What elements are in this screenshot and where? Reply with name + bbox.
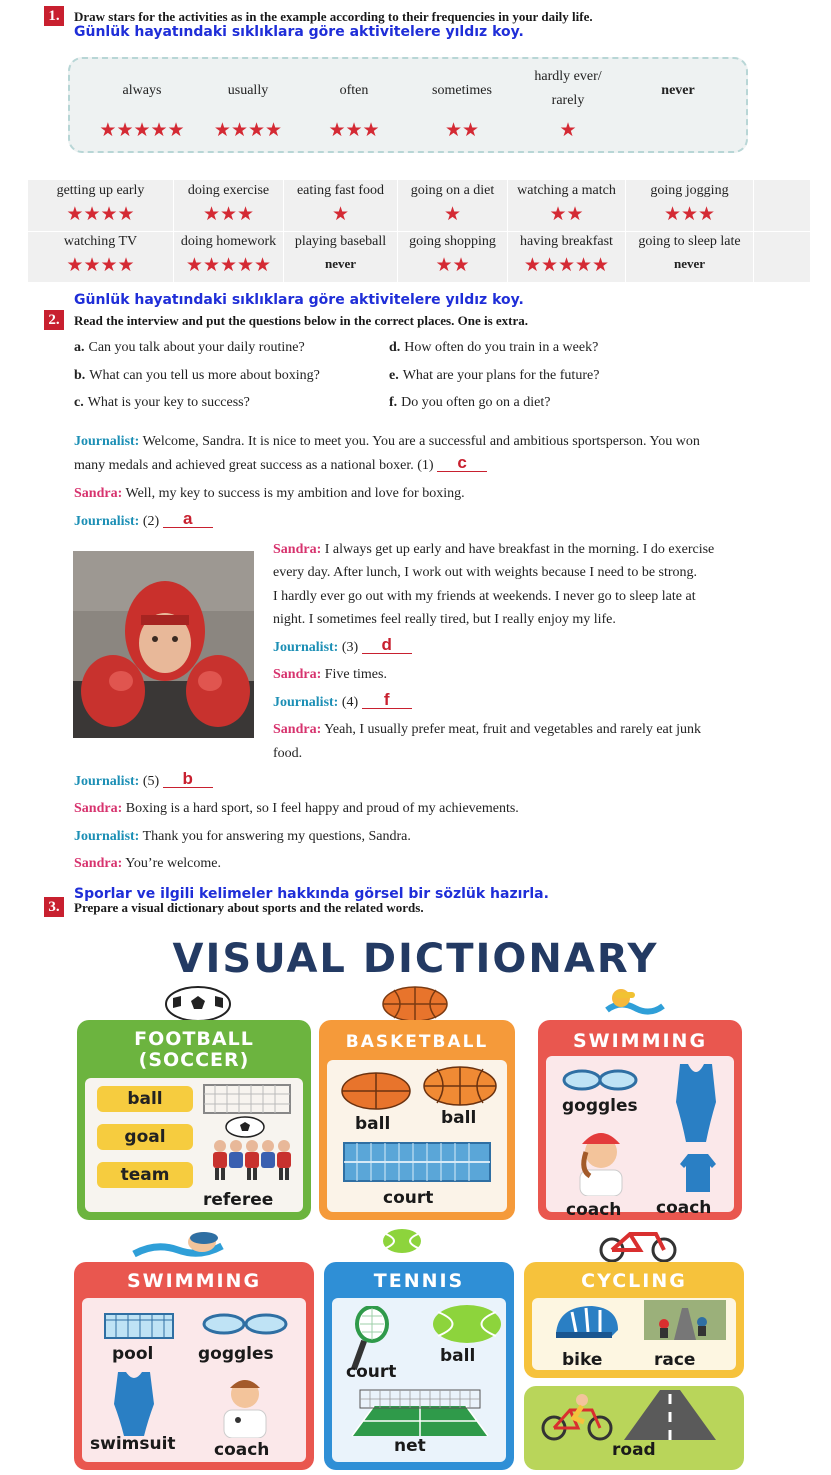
activity-cell: going to sleep late never bbox=[626, 231, 754, 282]
activity-cell: having breakfast ★★★★★ bbox=[508, 231, 626, 282]
word-race: race bbox=[654, 1350, 696, 1370]
basketball-icon bbox=[423, 1066, 497, 1111]
card-title: TENNIS bbox=[373, 1270, 465, 1292]
section-number: 3. bbox=[44, 897, 64, 917]
interview-line-5: Sandra: I always get up early and have breakfast in the morning. I do exercise bbox=[273, 542, 715, 557]
card-title: (SOCCER) bbox=[138, 1049, 250, 1071]
stars: ★★ bbox=[444, 119, 480, 141]
team-icon bbox=[207, 1138, 297, 1187]
swimming-card bbox=[538, 1020, 742, 1220]
word-ball: ball bbox=[440, 1346, 476, 1366]
interview-line-6: every day. After lunch, I work out with weights because I need to be strong. bbox=[273, 565, 698, 580]
pool-icon bbox=[104, 1310, 174, 1345]
activity-cell: going jogging ★★★ bbox=[626, 180, 754, 231]
interview-line-11: Journalist: (4) f bbox=[273, 690, 412, 716]
shirt-icon bbox=[678, 1152, 718, 1199]
court-icon bbox=[343, 1142, 491, 1187]
card-title: BASKETBALL bbox=[345, 1032, 489, 1052]
cycling-road-card bbox=[524, 1386, 744, 1470]
interview-line-9: Journalist: (3) d bbox=[273, 635, 412, 661]
road-icon bbox=[620, 1390, 720, 1445]
word-court: court bbox=[383, 1188, 434, 1208]
question-b: b. What can you tell us more about boxing? bbox=[74, 368, 320, 383]
goal-icon bbox=[203, 1084, 291, 1119]
answer-blank-1[interactable]: c bbox=[437, 455, 487, 472]
word-goal: goal bbox=[97, 1124, 193, 1150]
frequency-always: always ★★★★★ bbox=[92, 59, 192, 155]
interview-line-7: I hardly ever go out with my friends at weekends. I never go to sleep late at bbox=[273, 589, 696, 604]
stars: ★ bbox=[559, 119, 577, 141]
frequency-often: often ★★★ bbox=[306, 59, 402, 155]
cycling-card bbox=[524, 1262, 744, 1378]
word-team: team bbox=[97, 1162, 193, 1188]
card-title: CYCLING bbox=[581, 1270, 687, 1292]
word-goggles: goggles bbox=[198, 1344, 274, 1364]
interview-line-12: Sandra: Yeah, I usually prefer meat, fruit and vegetables and rarely eat junk bbox=[273, 722, 702, 737]
word-bike: bike bbox=[562, 1350, 603, 1370]
activity-cell: going on a diet ★ bbox=[398, 180, 508, 231]
cyclist-icon bbox=[538, 1392, 618, 1447]
instruction: Draw stars for the activities as in the example according to their frequencies in your daily life. bbox=[74, 9, 593, 24]
stars: ★★★ bbox=[328, 119, 380, 141]
answer-blank-2[interactable]: a bbox=[163, 511, 213, 528]
interview-line-1: Journalist: Welcome, Sandra. It is nice to meet you. You are a successful and ambitious sportsperson. You won bbox=[74, 434, 700, 449]
instruction-turkish: Günlük hayatındaki sıklıklara göre aktivitelere yıldız koy. bbox=[74, 292, 524, 308]
visual-dictionary-title: VISUAL DICTIONARY bbox=[172, 936, 659, 982]
interview-line-14: Journalist: (5) b bbox=[74, 769, 213, 795]
swimming-card bbox=[74, 1262, 314, 1470]
activity-cell: watching a match ★★ bbox=[508, 180, 626, 231]
interview-line-15: Sandra: Boxing is a hard sport, so I feel happy and proud of my achievements. bbox=[74, 801, 519, 816]
answer-blank-3[interactable]: d bbox=[362, 637, 412, 654]
tennis-card bbox=[324, 1262, 514, 1470]
question-a: a. Can you talk about your daily routine? bbox=[74, 340, 305, 355]
question-e: e. What are your plans for the future? bbox=[389, 368, 600, 383]
word-road: road bbox=[612, 1440, 656, 1460]
answer-blank-5[interactable]: b bbox=[163, 771, 213, 788]
word-coach: coach bbox=[656, 1198, 712, 1218]
frequency-usually: usually ★★★★ bbox=[200, 59, 296, 155]
coach-icon bbox=[212, 1372, 278, 1443]
swimmer-icon bbox=[605, 986, 665, 1023]
basketball-card bbox=[319, 1020, 515, 1220]
basketball-icon bbox=[341, 1072, 411, 1115]
activity-cell: playing baseball never bbox=[284, 231, 398, 282]
instruction: Read the interview and put the questions below in the correct places. One is extra. bbox=[74, 313, 529, 328]
tennis-court-icon bbox=[350, 1386, 490, 1443]
question-c: c. What is your key to success? bbox=[74, 395, 250, 410]
activity-cell: doing homework ★★★★★ bbox=[174, 231, 284, 282]
activity-cell: watching TV ★★★★ bbox=[28, 231, 174, 282]
interview-line-17: Sandra: You’re welcome. bbox=[74, 856, 221, 871]
stars: ★★★★ bbox=[213, 119, 283, 141]
coach-icon bbox=[566, 1126, 636, 1201]
stars: ★★★★★ bbox=[99, 119, 185, 141]
swimsuit-icon bbox=[670, 1062, 722, 1149]
word-coach: coach bbox=[566, 1200, 622, 1220]
tennis-ball-icon bbox=[432, 1304, 502, 1349]
frequency-hardly-ever: hardly ever/ rarely ★ bbox=[520, 59, 616, 155]
activity-cell: getting up early ★★★★ bbox=[28, 180, 174, 231]
activity-cell: doing exercise ★★★ bbox=[174, 180, 284, 231]
interview-line-8: night. I sometimes feel really tired, but I really enjoy my life. bbox=[273, 612, 616, 627]
goggles-icon bbox=[560, 1068, 640, 1097]
interview-line-3: Sandra: Well, my key to success is my ambition and love for boxing. bbox=[74, 486, 465, 501]
word-referee: referee bbox=[203, 1190, 274, 1210]
instruction-turkish: Sporlar ve ilgili kelimeler hakkında görsel bir sözlük hazırla. bbox=[74, 886, 549, 902]
section-number: 2. bbox=[44, 310, 64, 330]
tennis-ball-icon bbox=[382, 1228, 422, 1259]
word-court: court bbox=[346, 1362, 397, 1382]
interview-line-13: food. bbox=[273, 746, 303, 761]
instruction: Prepare a visual dictionary about sports and the related words. bbox=[74, 900, 424, 915]
word-coach: coach bbox=[214, 1440, 270, 1460]
card-title: FOOTBALL bbox=[134, 1028, 254, 1050]
boxer-photo bbox=[73, 551, 254, 738]
question-d: d. How often do you train in a week? bbox=[389, 340, 599, 355]
race-photo bbox=[644, 1300, 726, 1345]
section-number: 1. bbox=[44, 6, 64, 26]
frequency-legend bbox=[68, 57, 748, 153]
word-ball: ball bbox=[355, 1114, 391, 1134]
card-title: SWIMMING bbox=[572, 1030, 708, 1052]
activity-cell: going shopping ★★ bbox=[398, 231, 508, 282]
word-goggles: goggles bbox=[562, 1096, 638, 1116]
swimmer-icon bbox=[132, 1228, 224, 1265]
question-f: f. Do you often go on a diet? bbox=[389, 395, 551, 410]
helmet-icon bbox=[552, 1302, 622, 1345]
frequency-sometimes: sometimes ★★ bbox=[412, 59, 512, 155]
football-card bbox=[77, 1020, 311, 1220]
word-swimsuit: swimsuit bbox=[90, 1434, 176, 1454]
word-pool: pool bbox=[112, 1344, 154, 1364]
activity-cell: eating fast food ★ bbox=[284, 180, 398, 231]
swimsuit-icon bbox=[110, 1370, 158, 1443]
answer-blank-4[interactable]: f bbox=[362, 692, 412, 709]
activity-grid bbox=[28, 180, 810, 282]
interview-line-4: Journalist: (2) a bbox=[74, 509, 213, 535]
card-title: SWIMMING bbox=[126, 1270, 262, 1292]
word-net: net bbox=[394, 1436, 426, 1456]
interview-line-16: Journalist: Thank you for answering my questions, Sandra. bbox=[74, 829, 411, 844]
word-ball: ball bbox=[97, 1086, 193, 1112]
interview-line-10: Sandra: Five times. bbox=[273, 667, 387, 682]
goggles-icon bbox=[200, 1312, 290, 1341]
word-ball: ball bbox=[441, 1108, 477, 1128]
instruction-turkish: Günlük hayatındaki sıklıklara göre aktivitelere yıldız koy. bbox=[74, 24, 524, 40]
interview-line-2: many medals and achieved great success as a national boxer. (1) c bbox=[74, 453, 774, 479]
frequency-never: never bbox=[661, 83, 695, 98]
